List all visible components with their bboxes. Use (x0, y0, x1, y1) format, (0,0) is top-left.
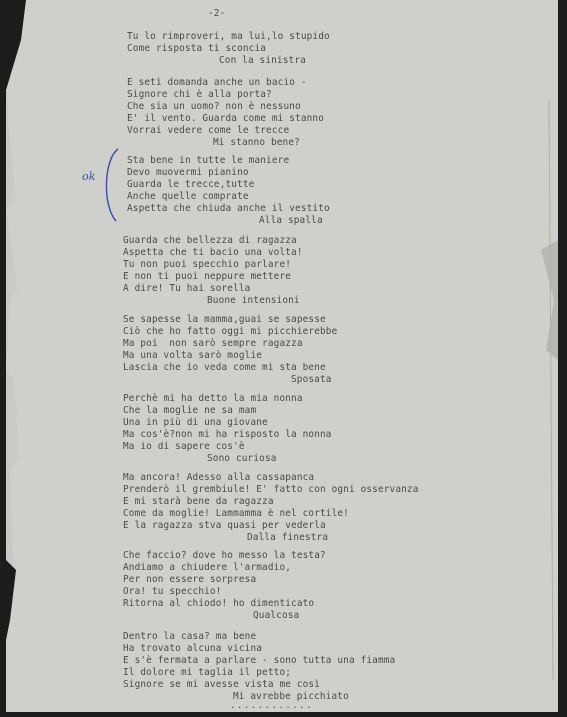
verse-line: Anche quelle comprate (127, 191, 249, 202)
verse-line: Il dolore mi taglia il petto; (123, 667, 292, 678)
verse-line: A dire! Tu hai sorella (123, 283, 251, 294)
verse-line: Come risposta ti sconcia (127, 43, 267, 54)
verse-line: Se sapesse la mamma,guai se sapesse (123, 314, 326, 325)
verse-line: Ciò che ho fatto oggi mi picchierebbe (123, 326, 338, 337)
verse-line: E' il vento. Guarda come mi stanno (127, 113, 325, 124)
verse-line: Che la moglie ne sa mam (123, 405, 257, 416)
verse-line: Guarda le trecce,tutte (127, 179, 255, 190)
verse-line: Ma ancora! Adesso alla cassapanca (123, 472, 315, 483)
verse-line: Per non essere sorpresa (123, 574, 257, 585)
verse-line: Andiamo a chiudere l'armadio, (123, 562, 292, 573)
verse-line: Ritorna al chiodo! ho dimenticato (123, 598, 315, 609)
verse-refrain: Mi stanno bene? (213, 137, 300, 148)
page-number: -2- (208, 8, 226, 19)
verse-line: Dentro la casa? ma bene (123, 631, 257, 642)
verse-refrain: Con la sinistra (219, 55, 306, 66)
verse-line: E seti domanda anche un bacio - (127, 77, 307, 88)
verse-line: Tu non puoi specchio parlare! (123, 259, 292, 270)
verse-refrain: Dalla finestra (247, 532, 329, 543)
verse-line: Sta bene in tutte le maniere (127, 155, 290, 166)
verse-refrain: Sposata (291, 374, 332, 385)
verse-line: Ora! tu specchio! (123, 586, 222, 597)
verse-refrain: Sono curiosa (207, 453, 277, 464)
verse-line: Aspetta che chiuda anche il vestito (127, 203, 330, 214)
verse-line: Guarda che bellezza di ragazza (123, 235, 297, 246)
verse-line: Una in più di una giovane (123, 417, 268, 428)
verse-line: Che sia un uomo? non è nessuno (127, 101, 301, 112)
verse-line: Ma poi non sarò sempre ragazza (123, 338, 303, 349)
verse-line: Ma una volta sarò moglie (123, 350, 263, 361)
verse-line: Che faccio? dove ho messo la testa? (123, 550, 326, 561)
verse-refrain: Qualcosa (253, 610, 300, 621)
verse-line: E non ti puoi neppure mettere (123, 271, 292, 282)
verse-line: Signore se mi avesse vista me così (123, 679, 321, 690)
handwritten-bracket (100, 145, 120, 225)
verse-line: Ma io di sapere cos'è (123, 441, 245, 452)
verse-refrain: Mi avrebbe picchiato (233, 691, 349, 702)
verse-line: E la ragazza stva quasi per vederla (123, 520, 326, 531)
verse-line: Aspetta che ti bacio una volta! (123, 247, 303, 258)
verse-line: Lascia che io veda come mi sta bene (123, 362, 326, 373)
end-marker: ............ (230, 701, 314, 711)
verse-line: Ma cos'è?non mi ha risposto la nonna (123, 429, 332, 440)
verse-line: Tu lo rimproveri, ma lui,lo stupido (127, 31, 330, 42)
verse-line: Ha trovato alcuna vicina (123, 643, 263, 654)
verse-refrain: Buone intensioni (207, 295, 300, 306)
verse-refrain: Alla spalla (259, 215, 323, 226)
verse-line: Devo muovermi pianino (127, 167, 249, 178)
verse-line: Perchè mi ha detto la mia nonna (123, 393, 303, 404)
verse-line: E mi starà bene da ragazza (123, 496, 274, 507)
verse-line: E s'è fermata a parlare - sono tutta una fiamma (123, 655, 396, 666)
verse-line: Come da moglie! Lammamma è nel cortile! (123, 508, 349, 519)
verse-line: Prenderò il grembiule! E' fatto con ogni osservanza (123, 484, 419, 495)
verse-line: Signore chi è alla porta? (127, 89, 272, 100)
handwritten-annotation: ok (82, 170, 96, 183)
verse-line: Vorrai vedere come le trecce (127, 125, 290, 136)
